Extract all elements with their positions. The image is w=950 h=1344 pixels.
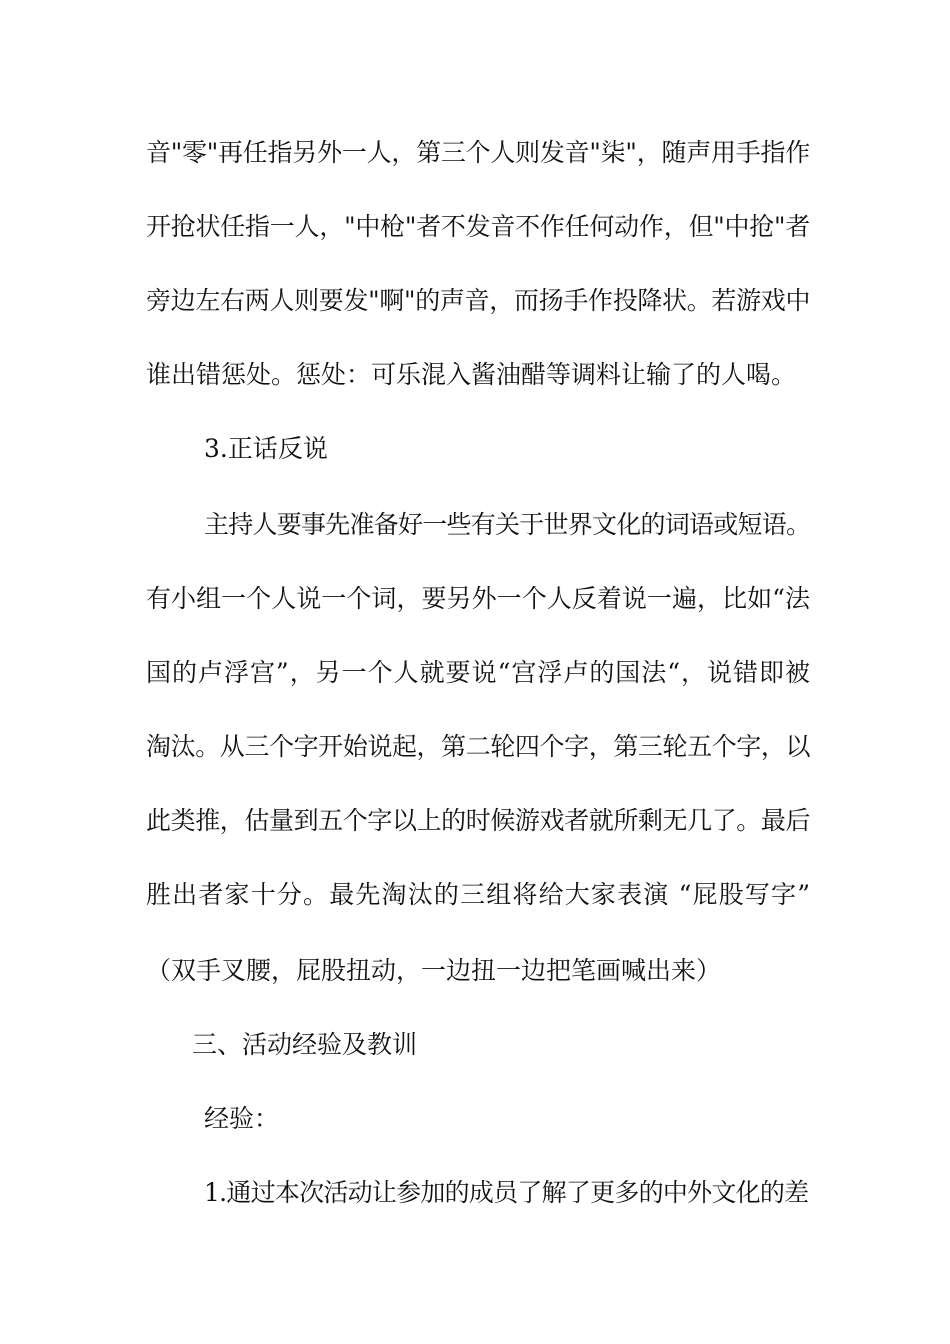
paragraph-line: 此类推，估量到五个字以上的时候游戏者就所剩无几了。最后 [146, 806, 810, 835]
paragraph-line: 有小组一个人说一个词，要另外一个人反着说一遍，比如“法 [146, 584, 810, 613]
paragraph-line: 旁边左右两人则要发"啊"的声音，而扬手作投降状。若游戏中 [146, 286, 810, 315]
paragraph-line: 国的卢浮宫”，另一个人就要说“宫浮卢的国法“，说错即被 [146, 658, 810, 687]
paragraph-line: 谁出错惩处。惩处：可乐混入酱油醋等调料让输了的人喝。 [146, 360, 797, 389]
paragraph-line: 1.通过本次活动让参加的成员了解了更多的中外文化的差 [204, 1178, 809, 1207]
section-heading: 3.正话反说 [204, 434, 328, 463]
paragraph-line: 胜出者家十分。最先淘汰的三组将给大家表演 “屁股写字” [146, 880, 810, 909]
paragraph-line: 音"零"再任指另外一人，第三个人则发音"柒"，随声用手指作 [146, 138, 810, 167]
paragraph-line: 主持人要事先准备好一些有关于世界文化的词语或短语。 [204, 510, 811, 539]
subheading: 经验： [204, 1104, 280, 1133]
section-heading: 三、活动经验及教训 [192, 1030, 418, 1059]
paragraph-line: 开抢状任指一人，"中枪"者不发音不作任何动作，但"中抢"者 [146, 212, 810, 241]
paragraph-line: 淘汰。从三个字开始说起，第二轮四个字，第三轮五个字，以 [146, 732, 810, 761]
paragraph-line: （双手叉腰，屁股扭动，一边扭一边把笔画喊出来） [146, 956, 722, 985]
